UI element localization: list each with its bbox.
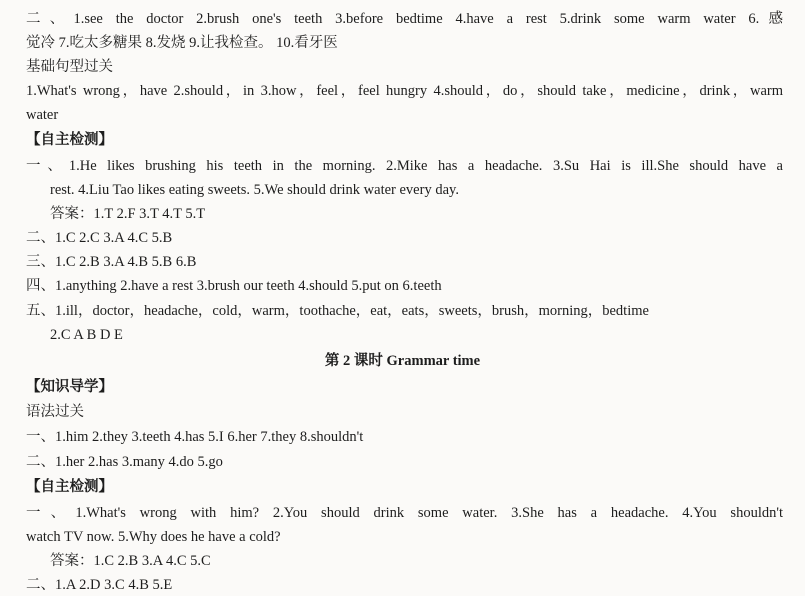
section-heading-knowledge-guide: 【知识导学】 — [26, 379, 113, 395]
answer-line-22: watch TV now. 5.Why does he have a cold? — [26, 529, 281, 545]
section-heading-self-test-1: 【自主检测】 — [26, 132, 113, 148]
section-heading-basic-sentences: 基础句型过关 — [26, 59, 113, 75]
answer-line-7: 一、1.He likes brushing his teeth in the morning. 2.Mike has a headache. 3.Su Hai is ill.She should have a — [26, 158, 783, 174]
answer-line-19: 二、1.her 2.has 3.many 4.do 5.go — [26, 454, 223, 470]
section-heading-grammar: 语法过关 — [26, 404, 84, 420]
answer-line-21: 一、1.What's wrong with him? 2.You should drink some water. 3.She has a headache. 4.You shouldn't — [26, 505, 783, 521]
answer-line-9: 答案：1.T 2.F 3.T 4.T 5.T — [50, 206, 206, 222]
answer-line-2: 觉冷 7.吃太多糖果 8.发烧 9.让我检查。 10.看牙医 — [26, 35, 338, 51]
answer-line-23: 答案：1.C 2.B 3.A 4.C 5.C — [50, 553, 211, 569]
answer-line-12: 四、1.anything 2.have a rest 3.brush our teeth 4.should 5.put on 6.teeth — [26, 278, 442, 294]
answer-line-24: 二、1.A 2.D 3.C 4.B 5.E — [26, 577, 173, 593]
answer-line-13: 五、1.ill，doctor，headache，cold，warm，toothache，eat，eats，sweets，brush，morning，bedtime — [26, 303, 649, 319]
lesson-title: 第 2 课时 Grammar time — [324, 353, 481, 369]
answer-line-5: water — [26, 107, 59, 123]
answer-line-8: rest. 4.Liu Tao likes eating sweets. 5.We should drink water every day. — [50, 182, 459, 198]
answer-line-4: 1.What's wrong，have 2.should，in 3.how，feel，feel hungry 4.should，do，should take，medicine，drink，warm — [26, 83, 783, 99]
answer-line-18: 一、1.him 2.they 3.teeth 4.has 5.I 6.her 7.they 8.shouldn't — [26, 429, 364, 445]
section-heading-self-test-2: 【自主检测】 — [26, 479, 113, 495]
answer-line-14: 2.C A B D E — [50, 327, 123, 343]
answer-line-11: 三、1.C 2.B 3.A 4.B 5.B 6.B — [26, 254, 197, 270]
answer-line-1: 二、1.see the doctor 2.brush one's teeth 3.before bedtime 4.have a rest 5.drink some warm water 6.感 — [26, 11, 783, 27]
answer-line-10: 二、1.C 2.C 3.A 4.C 5.B — [26, 230, 173, 246]
